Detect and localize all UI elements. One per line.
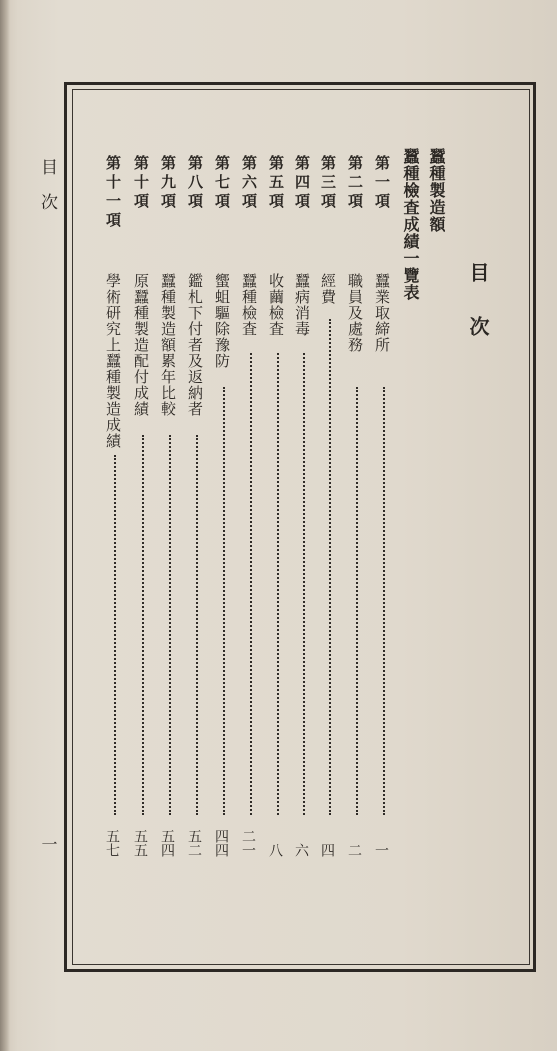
entry-title: 蠶病消毒 [293,273,311,337]
entry-number: 第十一項 [104,155,122,231]
summary-title-2: 蠶種檢査成績一覽表 [401,148,420,301]
entry-number: 第六項 [240,155,258,212]
toc-entry-8[interactable] [186,155,209,857]
entry-page: 八 [267,843,283,857]
entry-title: 原蠶種製造配付成績 [132,273,150,417]
leader-dots [223,387,225,815]
toc-entry-1[interactable] [373,155,396,857]
entry-page: 二一 [240,829,256,857]
toc-entry-9[interactable] [159,155,182,857]
leader-dots [383,387,385,815]
entry-number: 第七項 [213,155,231,212]
entry-page: 四 [319,843,335,857]
leader-dots [169,435,171,815]
toc-entry-10[interactable] [132,155,155,857]
toc-entry-6[interactable] [240,155,263,857]
entry-title: 蠁蛆驅除豫防 [213,273,231,369]
entry-number: 第九項 [159,155,177,212]
running-head: 目次 [37,158,57,228]
leader-dots [114,455,116,815]
leader-dots [142,435,144,815]
entry-page: 五四 [159,829,175,857]
leader-dots [356,387,358,815]
entry-page: 五七 [104,829,120,857]
entry-title: 蠶種檢査 [240,273,258,337]
leader-dots [329,319,331,815]
entry-page: 一 [373,843,389,857]
toc-entry-5[interactable] [267,155,290,857]
entry-title: 經費 [319,273,337,305]
entry-page: 四四 [213,829,229,857]
entry-number: 第四項 [293,155,311,212]
entry-title: 收繭檢査 [267,273,285,337]
entry-page: 六 [293,843,309,857]
entry-number: 第三項 [319,155,337,212]
entry-number: 第十項 [132,155,150,212]
entry-title: 蠶業取締所 [373,273,391,353]
toc-entry-2[interactable] [346,155,369,857]
toc-entry-4[interactable] [293,155,316,857]
leader-dots [277,353,279,815]
summary-title-1: 蠶種製造額 [427,148,446,233]
toc-entry-7[interactable] [213,155,236,857]
entry-number: 第五項 [267,155,285,212]
page-folio: 一 [39,836,58,852]
contents-heading: 目次 [466,262,490,370]
entry-number: 第二項 [346,155,364,212]
entry-number: 第一項 [373,155,391,212]
entry-title: 學術研究上蠶種製造成績 [104,273,122,449]
leader-dots [303,353,305,815]
entry-title: 鑑札下付者及返納者 [186,273,204,417]
toc-entry-3[interactable] [319,155,342,857]
entry-title: 蠶種製造額累年比較 [159,273,177,417]
entry-page: 五五 [132,829,148,857]
leader-dots [196,435,198,815]
entry-number: 第八項 [186,155,204,212]
entry-title: 職員及處務 [346,273,364,353]
leader-dots [250,353,252,815]
toc-entry-11[interactable] [104,155,127,857]
entry-page: 五二 [186,829,202,857]
spine-shadow [0,0,10,1051]
entry-page: 二 [346,843,362,857]
